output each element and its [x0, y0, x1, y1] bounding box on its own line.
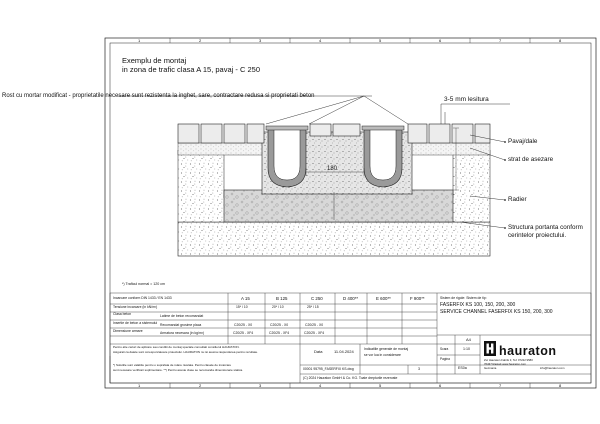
mortar-joint-annotation: Rost cu mortar modificat - proprietatile necesare sunt rezistenta la inghet, sare, contractare redusa si proprietati beton [2, 93, 315, 99]
scale-label: Scara [440, 347, 449, 351]
class-f900: F 900** [410, 296, 425, 301]
table-note: Asigurati ca datele sunt corespunzatoare proiectului. HAURATON nu isi asuma raspunderea pentru rezultate. [113, 350, 258, 354]
drawing-title-line1: Exemplu de montaj [122, 56, 187, 65]
row2-label: Clasa beton [113, 312, 132, 316]
subbase-layer [178, 222, 490, 256]
company-logo-mark [484, 341, 496, 356]
paving-label: Pavaj/dale [508, 138, 538, 145]
traffic-footnote: *) Traficul normal = 120 cm [122, 282, 166, 286]
row3-label: Insertie de beton a sistemului [113, 321, 158, 325]
scale-value: 1:10 [463, 347, 470, 351]
table-note: *) Solutiile sunt valabile pentru o suprafata de rulare nivelata. Pentru clasele de incarcare [113, 363, 232, 367]
class-c250: C 250 [311, 296, 323, 301]
row3-value: C20/25 - X0 [270, 323, 289, 327]
format-value: A4 [466, 337, 471, 342]
class-b125: B 125 [276, 296, 288, 301]
col-number: 4 [319, 38, 322, 43]
class-e600: E 600** [376, 296, 391, 301]
base-layer [224, 190, 453, 222]
col-number: 6 [439, 38, 442, 43]
copyright-line: (C) 2024 Hauraton GmbH & Co. KG. Toate drepturile rezervate [303, 376, 398, 380]
dimension-180-label: 180 [327, 166, 338, 172]
row4-value: C20/25 - XF4 [233, 331, 254, 335]
row4-value: C20/25 - XF4 [304, 331, 325, 335]
col-number: 6 [439, 383, 442, 388]
col-number: 7 [499, 38, 502, 43]
row4-note: Armatura necesara (in kg/m²) [160, 331, 205, 335]
document-number: 00001 95795_FASERFIX KS.dwg [303, 367, 354, 371]
col-number: 3 [259, 383, 262, 388]
system-label: Sistem de rigole: Sistem de tip: [440, 296, 487, 300]
row1-value: 20* / 10 [272, 305, 284, 309]
company-logo-text: hauraton [499, 344, 557, 358]
row1-label: Tensiune incarcare (in kN/m²) [113, 305, 158, 309]
col-number: 2 [199, 383, 202, 388]
col-number: 8 [559, 383, 562, 388]
row3-value: C20/25 - X0 [234, 323, 253, 327]
company-address-line2: 76437 Rastatt www.hauraton.com [484, 362, 526, 366]
cross-section [118, 96, 510, 256]
gap-annotation: 3-5 mm lesitura [444, 96, 489, 103]
bedding-left [178, 143, 264, 155]
revision-number: 3 [418, 367, 420, 371]
company-address-line3: Germania [484, 366, 497, 370]
row4-label: Dimensiune armare [113, 329, 143, 333]
col-number: 5 [379, 38, 382, 43]
drawing-title-line2: in zona de trafic clasa A 15, pavaj - C 250 [122, 65, 260, 74]
row3-value: C20/25 - X0 [305, 323, 324, 327]
date-value: 11.04.2024 [334, 349, 354, 354]
design-note-line1: Indicatiile generale de montaj [364, 347, 409, 351]
col-number: 3 [259, 38, 262, 43]
col-number: 2 [199, 38, 202, 43]
col-number: 7 [499, 383, 502, 388]
grate-right [362, 126, 404, 130]
bedding-label: strat de asezare [508, 156, 554, 163]
company-address-line1: Zur Hauraton Fabrik 3, Tel: 07222 9580 [484, 358, 533, 362]
design-note-line2: se vor lua in considerare [364, 353, 401, 357]
col-number: 4 [319, 383, 322, 388]
system-line2: SERVICE CHANNEL FASERFIX KS 150, 200, 300 [440, 309, 553, 315]
bedding-right [410, 143, 490, 155]
row2-note: Latime de beton recomandat [160, 314, 204, 318]
row1-value: 25* / 15 [307, 305, 319, 309]
table-note: Pentru alte cazuri de aplicare sau conditii de montaj speciale consultati consilierul HAURATON. [113, 345, 240, 349]
date-label: Data [314, 349, 323, 354]
sheet-label: Pagina [440, 357, 450, 361]
table-note: sunt necesare verificari suplimentare. **) Pentru aceste clase se recomanda dimensionare statica. [113, 368, 244, 372]
class-d400: D 400** [343, 296, 359, 301]
col-number: 1 [138, 383, 141, 388]
structure-label-line2: cerintelor proiectului. [508, 232, 567, 239]
col-number: 5 [379, 383, 382, 388]
load-table-header: Incarcare conform DIN 1433 / EN 1433 [113, 296, 172, 300]
row4-value: C20/25 - XF4 [269, 331, 290, 335]
grate-left [266, 126, 308, 130]
structure-label-line1: Structura portanta conform [508, 224, 583, 231]
company-email: info@hauraton.com [540, 366, 565, 370]
row1-value: 15* / 10 [236, 305, 248, 309]
col-number: 8 [559, 38, 562, 43]
class-a15: A 15 [241, 296, 250, 301]
col-number: 1 [138, 38, 141, 43]
row3-note: Recomandat grosime placa [160, 323, 202, 327]
sheet-value: ES0a [458, 366, 467, 370]
base-label: Radier [508, 196, 527, 203]
system-line1: FASERFIX KS 100, 150, 200, 300 [440, 302, 516, 308]
